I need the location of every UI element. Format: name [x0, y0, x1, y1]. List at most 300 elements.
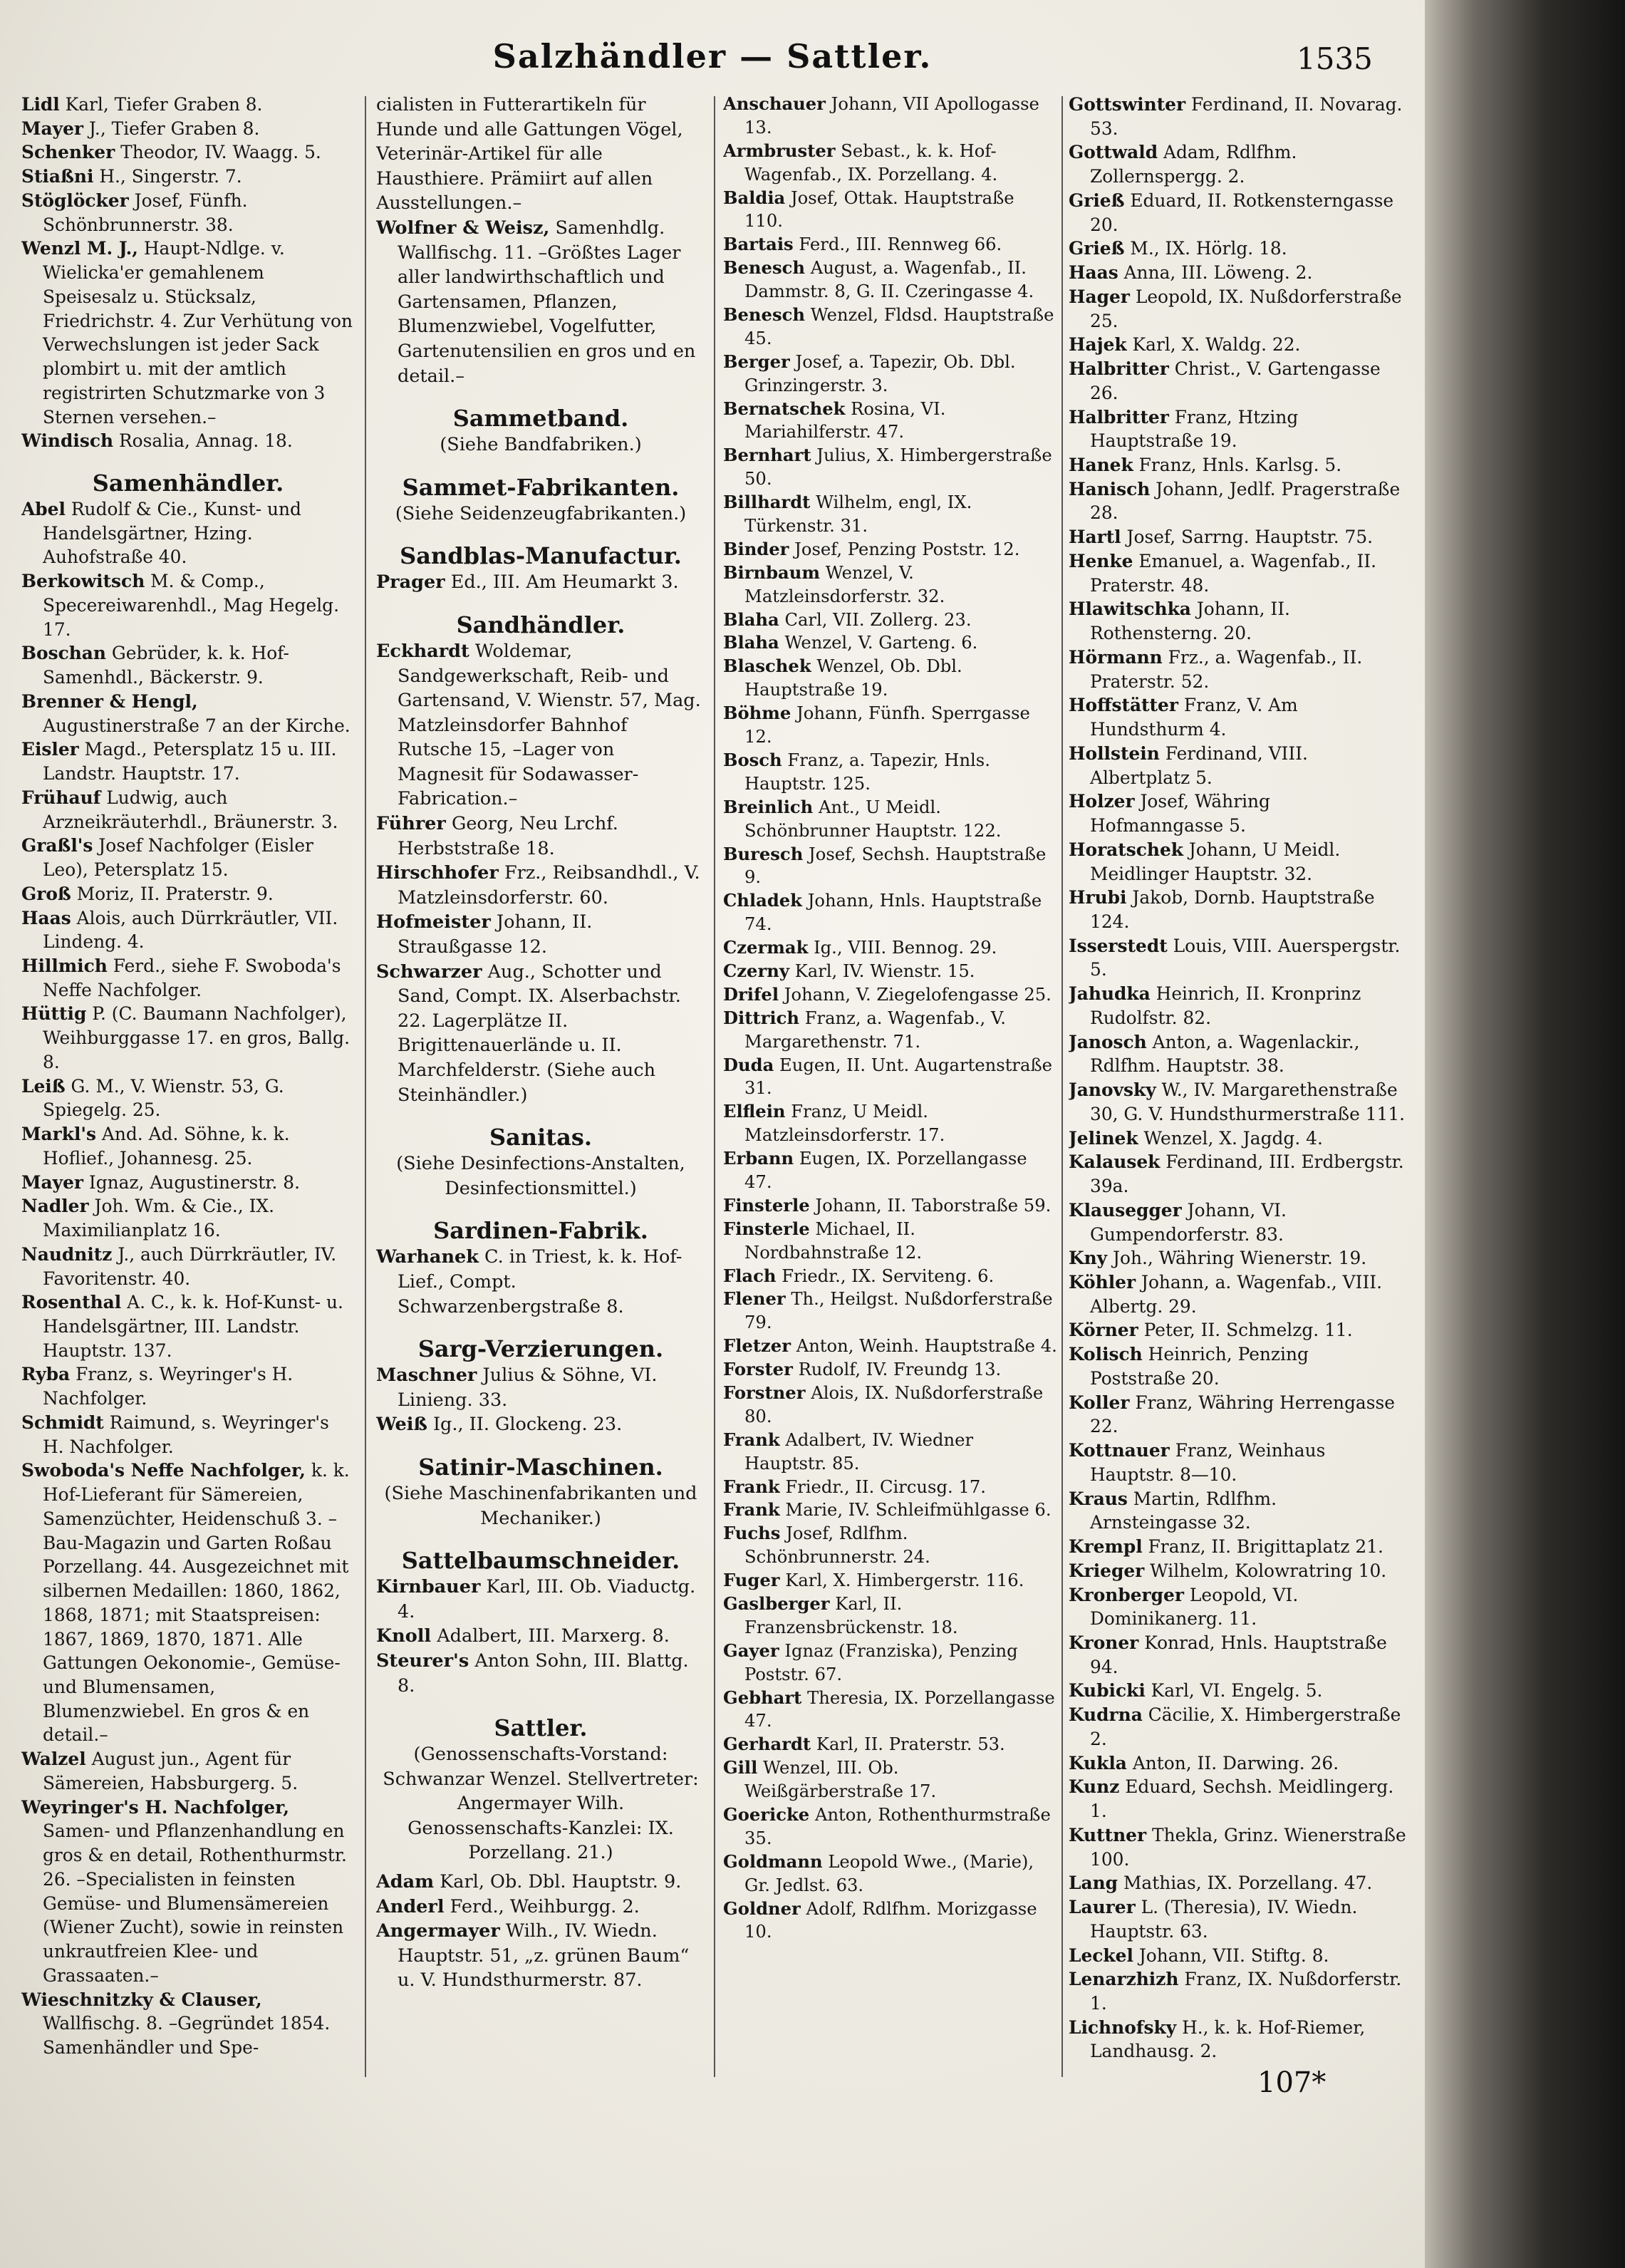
- entry-details: Johann, VII. Stiftg. 8.: [1138, 1945, 1329, 1966]
- entry-details: Magd., Petersplatz 15 u. III. Landstr. Hauptstr. 17.: [43, 739, 337, 785]
- entry-details: Leopold, VI. Dominikanerg. 11.: [1090, 1584, 1299, 1630]
- entry-name: Führer: [376, 813, 446, 835]
- entry-name: Haas: [1069, 262, 1118, 284]
- entry-details: A. C., k. k. Hof-Kunst- u. Handelsgärtner, III. Landstr. Hauptstr. 137.: [43, 1292, 343, 1361]
- entry-details: Ig., II. Glockeng. 23.: [432, 1414, 623, 1436]
- entry-details: Johann, U Meidl. Meidlinger Hauptstr. 32.: [1090, 839, 1341, 884]
- entry-details: Franz, IX. Nußdorferstr. 1.: [1090, 1969, 1402, 2014]
- entry-name: Ryba: [21, 1364, 71, 1385]
- entry-name: Windisch: [21, 430, 114, 452]
- directory-entry: [376, 1245, 705, 1319]
- directory-entry: [723, 351, 1058, 398]
- entry-details: Josef, a. Tapezir, Ob. Dbl. Grinzingerstr. 3.: [744, 351, 1016, 395]
- directory-entry: [1069, 1246, 1409, 1270]
- entry-name: Kuttner: [1069, 1824, 1147, 1845]
- entry-name: Jahudka: [1069, 983, 1151, 1005]
- directory-entry: [376, 1895, 705, 1920]
- entry-name: Frank: [723, 1476, 780, 1497]
- directory-entry: [1069, 549, 1409, 597]
- directory-entry: [723, 1100, 1058, 1147]
- directory-entry: [723, 187, 1058, 234]
- directory-entry: [1069, 1391, 1409, 1439]
- entry-name: Drifel: [723, 983, 779, 1005]
- entry-details: Marie, IV. Schleifmühlgasse 6.: [785, 1499, 1052, 1521]
- entry-details: Adam, Rdlfhm. Zollernspergg. 2.: [1090, 142, 1297, 187]
- entry-name: Gottswinter: [1069, 94, 1186, 115]
- entry-name: Gayer: [723, 1640, 779, 1661]
- entry-details: Wallfischg. 8. –Gegründet 1854. Samenhändler und Spe-: [43, 2013, 331, 2059]
- directory-entry: [723, 1498, 1058, 1522]
- entry-name: Steurer's: [376, 1650, 469, 1672]
- directory-entry: [376, 1649, 705, 1698]
- entry-name: Gaslberger: [723, 1593, 830, 1614]
- cross-reference-note: (Siehe Maschinenfabrikanten und Mechaniker.): [384, 1482, 697, 1529]
- entry-name: Birnbaum: [723, 561, 820, 583]
- entry-name: Goldmann: [723, 1850, 823, 1872]
- directory-entry: [1069, 1030, 1409, 1078]
- directory-entry: [723, 1522, 1058, 1569]
- entry-details: Karl, II. Praterstr. 53.: [816, 1734, 1005, 1755]
- directory-entry: [1069, 1871, 1409, 1895]
- entry-details: Michael, II. Nordbahnstraße 12.: [744, 1218, 923, 1263]
- cross-reference-note: (Siehe Seidenzeugfabrikanten.): [395, 502, 687, 524]
- entry-name: Blaha: [723, 609, 779, 630]
- entry-details: Franz, a. Wagenfab., V. Margarethenstr. 71.: [744, 1007, 1006, 1052]
- directory-entry: [21, 906, 355, 954]
- directory-entry: [21, 1290, 355, 1362]
- entry-details: Frz., a. Wagenfab., II. Praterstr. 52.: [1090, 646, 1363, 692]
- entry-details: Franz, s. Weyringer's H. Nachfolger.: [43, 1364, 294, 1409]
- directory-entry: [1069, 1318, 1409, 1342]
- entry-details: C. in Triest, k. k. Hof-Lief., Compt. Schwarzenbergstraße 8.: [398, 1246, 682, 1317]
- entry-name: Kukla: [1069, 1752, 1127, 1774]
- directory-entry: [1069, 1198, 1409, 1246]
- entry-details: August jun., Agent für Sämereien, Habsburgerg. 5.: [43, 1749, 298, 1793]
- entry-details: Anton, II. Darwing. 26.: [1132, 1752, 1339, 1774]
- directory-entry: [376, 1624, 705, 1649]
- entry-details: Jakob, Dornb. Hauptstraße 124.: [1090, 887, 1375, 932]
- entry-name: Gebhart: [723, 1687, 802, 1708]
- entry-name: Horatschek: [1069, 839, 1184, 860]
- directory-entry: [1069, 1270, 1409, 1318]
- section-heading: Sammetband.: [452, 405, 629, 433]
- entry-name: Finsterle: [723, 1194, 810, 1216]
- entry-name: Hollstein: [1069, 742, 1160, 764]
- entry-name: Frank: [723, 1499, 780, 1521]
- directory-entry: [376, 1575, 705, 1624]
- directory-entry: [1069, 646, 1409, 693]
- section-heading: Samenhändler.: [92, 470, 284, 497]
- directory-entry: [723, 257, 1058, 304]
- entry-name: Chladek: [723, 890, 802, 911]
- entry-details: Ed., III. Am Heumarkt 3.: [450, 571, 679, 594]
- entry-name: Leiß: [21, 1075, 66, 1097]
- cross-reference-note: (Siehe Bandfabriken.): [440, 434, 642, 456]
- directory-entry: [723, 1194, 1058, 1218]
- entry-details: Peter, II. Schmelzg. 11.: [1143, 1320, 1353, 1341]
- entry-details: Wilhelm, engl, IX. Türkenstr. 31.: [744, 492, 972, 537]
- entry-name: Benesch: [723, 257, 805, 279]
- page-header-title: Salzhändler — Sattler.: [492, 37, 933, 76]
- directory-entry: [21, 1796, 355, 1988]
- directory-entry: [723, 1429, 1058, 1476]
- cross-reference-note: (Siehe Desinfections-Anstalten, Desinfectionsmittel.): [396, 1153, 685, 1199]
- directory-entry: [723, 1850, 1058, 1897]
- entry-details: Karl, X. Waldg. 22.: [1132, 334, 1301, 356]
- entry-details: Karl, IV. Wienstr. 15.: [794, 960, 975, 981]
- entry-name: Markl's: [21, 1124, 96, 1145]
- entry-name: Boschan: [21, 643, 106, 664]
- entry-details: Emanuel, a. Wagenfab., II. Praterstr. 48.: [1090, 550, 1377, 596]
- entry-name: Köhler: [1069, 1271, 1136, 1293]
- directory-entry: [723, 444, 1058, 491]
- entry-details: Eugen, II. Unt. Augartenstraße 31.: [744, 1054, 1052, 1099]
- entry-details: Heinrich, II. Kronprinz Rudolfstr. 82.: [1090, 983, 1361, 1028]
- entry-name: Schwarzer: [376, 960, 482, 983]
- entry-details: P. (C. Baumann Nachfolger), Weihburggasse 17. en gros, Ballg. 8.: [43, 1003, 350, 1072]
- entry-name: Hajek: [1069, 334, 1127, 356]
- directory-entry: [1069, 693, 1409, 741]
- entry-details: Ferdinand, II. Novarag. 53.: [1090, 94, 1403, 139]
- entry-details: Rosalia, Annag. 18.: [118, 430, 293, 452]
- directory-entry: [723, 1382, 1058, 1429]
- directory-entry: [723, 796, 1058, 843]
- sheet-signature: 107*: [1257, 2066, 1327, 2099]
- entry-name: Isserstedt: [1069, 935, 1168, 956]
- entry-details: Rudolf, IV. Freundg 13.: [798, 1359, 1002, 1380]
- entry-details: Rudolf & Cie., Kunst- und Handelsgärtner, Hzing. Auhofstraße 40.: [43, 499, 301, 568]
- entry-name: Hanisch: [1069, 478, 1151, 499]
- entry-details: Heinrich, Penzing Poststraße 20.: [1090, 1344, 1309, 1389]
- entry-details: H., Singerstr. 7.: [99, 166, 242, 187]
- column-2: [376, 93, 705, 2081]
- entry-name: Haas: [21, 907, 71, 928]
- entry-name: Grieß: [1069, 238, 1125, 259]
- entry-details: W., IV. Margarethenstraße 30, G. V. Hundsthurmerstraße 111.: [1090, 1079, 1406, 1124]
- entry-details: Sebast., k. k. Hof-Wagenfab., IX. Porzellang. 4.: [744, 140, 998, 185]
- directory-entry: [376, 861, 705, 910]
- directory-entry: [1069, 1631, 1409, 1679]
- entry-details: Johann, II. Straußgasse 12.: [398, 911, 593, 958]
- entry-details: Karl, VI. Engelg. 5.: [1151, 1680, 1323, 1702]
- directory-entry: [1069, 405, 1409, 453]
- entry-name: Czerny: [723, 960, 789, 981]
- entry-details: Wenzel, Fldsd. Hauptstraße 45.: [744, 304, 1054, 348]
- directory-entry: [376, 1919, 705, 1993]
- entry-name: Hüttig: [21, 1003, 87, 1025]
- entry-name: Laurer: [1069, 1897, 1136, 1918]
- directory-entry: [723, 960, 1058, 983]
- directory-entry: [723, 983, 1058, 1007]
- entry-name: Blaha: [723, 632, 779, 653]
- directory-entry: [723, 1640, 1058, 1687]
- entry-name: Stiaßni: [21, 166, 94, 187]
- directory-entry: [21, 1171, 355, 1195]
- directory-entry: [21, 954, 355, 1002]
- directory-entry: [21, 737, 355, 785]
- entry-details: Alois, auch Dürrkräutler, VII. Lindeng. 4.: [43, 907, 338, 953]
- entry-details: Aug., Schotter und Sand, Compt. IX. Alserbachstr. 22. Lagerplätze II. Brigittenauerlände u. II. Marchfelderstr. (Siehe auch Steinhändler.): [398, 960, 681, 1106]
- directory-entry: [723, 749, 1058, 796]
- entry-details: Johann, V. Ziegelofengasse 25.: [784, 983, 1052, 1005]
- entry-details: Ignaz, Augustinerstr. 8.: [88, 1171, 300, 1193]
- entry-name: Krempl: [1069, 1536, 1143, 1558]
- entry-name: Holzer: [1069, 791, 1135, 812]
- entry-details: Cäcilie, X. Himbergerstraße 2.: [1090, 1704, 1401, 1749]
- entry-details: Thekla, Grinz. Wienerstraße 100.: [1090, 1824, 1406, 1870]
- entry-details: Anton, Rothenthurmstraße 35.: [744, 1804, 1051, 1848]
- entry-details: Th., Heilgst. Nußdorferstraße 79.: [744, 1288, 1053, 1333]
- directory-entry: [21, 1362, 355, 1410]
- entry-name: Kronberger: [1069, 1584, 1184, 1605]
- entry-details: Wilhelm, Kolowratring 10.: [1150, 1560, 1387, 1581]
- directory-entry: [723, 1687, 1058, 1734]
- entry-details: Augustinerstraße 7 an der Kirche.: [43, 715, 351, 736]
- directory-entry: [723, 561, 1058, 609]
- entry-details: Woldemar, Sandgewerkschaft, Reib- und Gartensand, V. Wienstr. 57, Mag. Matzleinsdorfer Bahnhof Rutsche 15, –Lager von Magnesit für Sodawasser-Fabrication.–: [398, 640, 701, 810]
- entry-name: Hrubi: [1069, 887, 1127, 908]
- entry-name: Fuchs: [723, 1523, 781, 1544]
- directory-entry: [723, 1288, 1058, 1335]
- column-rule: [714, 96, 715, 2077]
- entry-details: Ferdinand, VIII. Albertplatz 5.: [1090, 742, 1308, 788]
- entry-details: Wenzel, V. Matzleinsdorferstr. 32.: [744, 561, 945, 606]
- entry-name: Schmidt: [21, 1412, 104, 1433]
- entry-name: Walzel: [21, 1749, 86, 1770]
- directory-entry: [723, 1265, 1058, 1288]
- entry-details: Louis, VIII. Auerspergstr. 5.: [1090, 935, 1401, 980]
- entry-details: L. (Theresia), IV. Wiedn. Hauptstr. 63.: [1090, 1897, 1358, 1942]
- entry-details: Alois, IX. Nußdorferstraße 80.: [744, 1382, 1044, 1426]
- entry-details: Johann, VII Apollogasse 13.: [744, 93, 1039, 138]
- entry-details: Eduard, Sechsh. Meidlingerg. 1.: [1090, 1776, 1394, 1822]
- directory-entry: [21, 1194, 355, 1242]
- entry-details: Karl, X. Himbergerstr. 116.: [785, 1570, 1024, 1591]
- entry-details: Raimund, s. Weyringer's H. Nachfolger.: [43, 1412, 329, 1457]
- entry-details: Anton Sohn, III. Blattg. 8.: [398, 1650, 689, 1697]
- directory-entry: [1069, 886, 1409, 933]
- directory-entry: [376, 1363, 705, 1412]
- entry-details: Leopold Wwe., (Marie), Gr. Jedlst. 63.: [744, 1850, 1034, 1895]
- entry-name: Forster: [723, 1359, 793, 1380]
- directory-entry: [723, 1803, 1058, 1850]
- entry-details: H., k. k. Hof-Riemer, Landhausg. 2.: [1090, 2016, 1366, 2062]
- entry-name: Duda: [723, 1054, 774, 1075]
- directory-entry: [21, 1747, 355, 1795]
- entry-details: Frz., Reibsandhdl., V. Matzleinsdorferstr. 60.: [398, 862, 700, 908]
- entry-details: Samen- und Pflanzenhandlung en gros & en detail, Rothenthurmstr. 26. –Specialisten in feinsten Gemüse- und Blumensämereien (Wiener Zucht), sowie in reinsten unkrautfreien Klee- und Grassaaten.–: [43, 1821, 347, 1986]
- directory-entry: [21, 1459, 355, 1747]
- directory-entry: [21, 1075, 355, 1122]
- section-heading: Sarg-Verzierungen.: [417, 1335, 664, 1363]
- entry-details: And. Ad. Söhne, k. k. Hoflief., Johannesg. 25.: [43, 1124, 290, 1169]
- entry-details: Ferd., Weihburgg. 2.: [450, 1895, 640, 1917]
- entry-name: Angermayer: [376, 1920, 500, 1942]
- book-spine-shadow: [1425, 0, 1625, 2268]
- entry-details: Wilh., IV. Wiedn. Hauptstr. 51, „z. grünen Baum“ u. V. Hundsthurmerstr. 87.: [398, 1920, 690, 1992]
- entry-name: Mayer: [21, 118, 83, 139]
- entry-name: Krieger: [1069, 1560, 1145, 1581]
- entry-name: Kraus: [1069, 1488, 1128, 1509]
- column-1: [21, 93, 355, 2081]
- entry-details: Josef, Sarrng. Hauptstr. 75.: [1126, 527, 1374, 548]
- entry-details: Moriz, II. Praterstr. 9.: [76, 883, 274, 904]
- entry-details: Franz, Währing Herrengasse 22.: [1090, 1392, 1395, 1437]
- entry-name: Kudrna: [1069, 1704, 1143, 1726]
- entry-details: Anton, Weinh. Hauptstraße 4.: [796, 1335, 1057, 1357]
- directory-entry: [21, 1988, 355, 2060]
- directory-entry: [723, 631, 1058, 655]
- entry-details: Haupt-Ndlge. v. Wielicka'er gemahlenem Speisesalz u. Stücksalz, Friedrichstr. 4. Zur Verhütung von Verwechslungen ist jeder Sack plombirt u. mit der amtlich registrirten Schutzmarke von 3 Sternen versehen.–: [43, 238, 353, 428]
- entry-details: Leopold, IX. Nußdorferstraße 25.: [1090, 286, 1402, 331]
- directory-entry: [723, 1733, 1058, 1756]
- entry-name: Gerhardt: [723, 1734, 811, 1755]
- entry-name: Forstner: [723, 1382, 806, 1403]
- directory-entry: [1069, 1078, 1409, 1126]
- entry-name: Lenarzhizh: [1069, 1969, 1179, 1990]
- directory-entry: [21, 165, 355, 189]
- entry-name: Leckel: [1069, 1945, 1133, 1966]
- directory-entry: [1069, 742, 1409, 789]
- directory-entry: [723, 1593, 1058, 1640]
- entry-details: Ferdinand, III. Erdbergstr. 39a.: [1090, 1151, 1404, 1197]
- entry-name: Hlawitschka: [1069, 599, 1191, 620]
- entry-details: Ferd., siehe F. Swoboda's Neffe Nachfolger.: [43, 955, 341, 1000]
- entry-name: Hager: [1069, 286, 1130, 307]
- entry-name: Fuger: [723, 1570, 780, 1591]
- directory-entry: [723, 609, 1058, 632]
- entry-name: Berkowitsch: [21, 571, 145, 592]
- entry-name: Naudnitz: [21, 1243, 113, 1265]
- entry-name: Frank: [723, 1429, 780, 1450]
- entry-details: Eugen, IX. Porzellangasse 47.: [744, 1148, 1027, 1192]
- entry-details: Gebrüder, k. k. Hof-Samenhdl., Bäckerstr. 9.: [43, 643, 289, 688]
- entry-details: Josef, Ottak. Hauptstraße 110.: [744, 187, 1014, 232]
- entry-name: Grieß: [1069, 190, 1125, 211]
- section-heading: Sanitas.: [489, 1124, 592, 1151]
- entry-name: Dittrich: [723, 1007, 799, 1028]
- entry-name: Halbritter: [1069, 358, 1169, 380]
- directory-entry: [21, 1122, 355, 1170]
- directory-entry: [1069, 1823, 1409, 1871]
- entry-details: Joh., Währing Wienerstr. 19.: [1113, 1248, 1367, 1269]
- entry-name: Bernhart: [723, 445, 811, 466]
- directory-entry: [1069, 1895, 1409, 1943]
- entry-details: Ferd., III. Rennweg 66.: [799, 234, 1002, 255]
- directory-entry: [376, 960, 705, 1108]
- entry-name: Kunz: [1069, 1776, 1120, 1798]
- entry-name: Baldia: [723, 187, 786, 208]
- entry-details: Johann, II. Rothensterng. 20.: [1090, 599, 1290, 644]
- directory-entry: [1069, 1967, 1409, 2015]
- entry-details: Franz, Weinhaus Hauptstr. 8—10.: [1090, 1440, 1326, 1485]
- directory-entry: [1069, 1342, 1409, 1390]
- entry-name: Knoll: [376, 1625, 432, 1647]
- entry-name: Kolisch: [1069, 1344, 1143, 1365]
- entry-details: Theresia, IX. Porzellangasse 47.: [744, 1687, 1055, 1731]
- directory-entry: [1069, 597, 1409, 645]
- directory-entry: [1069, 477, 1409, 525]
- entry-name: Lichnofsky: [1069, 2016, 1177, 2038]
- entry-details: Karl, III. Ob. Viaductg. 4.: [398, 1576, 696, 1622]
- entry-name: Bartais: [723, 234, 794, 255]
- entry-details: Konrad, Hnls. Hauptstraße 94.: [1090, 1632, 1387, 1677]
- directory-entry: [1069, 1559, 1409, 1583]
- directory-entry: [21, 93, 355, 117]
- entry-details: Josef, Währing Hofmanngasse 5.: [1090, 791, 1270, 837]
- entry-name: Lang: [1069, 1873, 1118, 1894]
- entry-name: Stöglöcker: [21, 190, 129, 211]
- entry-name: Benesch: [723, 304, 805, 326]
- entry-details: Julius, X. Himbergerstraße 50.: [744, 445, 1052, 490]
- entry-name: Blaschek: [723, 656, 811, 677]
- directory-entry: [1069, 1583, 1409, 1631]
- entry-name: Wieschnitzky & Clauser,: [21, 1989, 262, 2010]
- directory-entry: [1069, 1751, 1409, 1776]
- directory-entry: [376, 216, 705, 388]
- entry-name: Kroner: [1069, 1632, 1139, 1653]
- entry-name: Weyringer's H. Nachfolger,: [21, 1796, 290, 1818]
- entry-name: Hirschhofer: [376, 862, 499, 884]
- directory-entry: [723, 538, 1058, 561]
- section-heading: Sardinen-Fabrik.: [433, 1217, 648, 1245]
- directory-entry: [1069, 357, 1409, 405]
- entry-details: Franz, Hnls. Karlsg. 5.: [1138, 455, 1342, 476]
- directory-entry: [1069, 1703, 1409, 1751]
- directory-entry: [723, 398, 1058, 445]
- entry-name: Eisler: [21, 739, 79, 760]
- directory-entry: [1069, 1679, 1409, 1703]
- entry-details: Rosina, VI. Mariahilferstr. 47.: [744, 398, 946, 442]
- entry-name: Anschauer: [723, 93, 826, 114]
- entry-details: Georg, Neu Lrchf. Herbststraße 18.: [398, 813, 618, 859]
- entry-name: Hillmich: [21, 955, 108, 976]
- entry-details: Johann, Jedlf. Pragerstraße 28.: [1090, 478, 1401, 524]
- entry-name: Billhardt: [723, 492, 811, 513]
- entry-name: Groß: [21, 883, 71, 904]
- column-3: [723, 93, 1058, 2081]
- directory-entry: [723, 1218, 1058, 1265]
- directory-entry: [1069, 285, 1409, 333]
- entry-name: Breinlich: [723, 796, 814, 817]
- directory-entry: [21, 189, 355, 237]
- entry-details: Johann, II. Taborstraße 59.: [815, 1194, 1052, 1216]
- entry-details: Ludwig, auch Arzneikräuterhdl., Bräunerstr. 3.: [43, 787, 338, 832]
- directory-entry: [21, 429, 355, 453]
- directory-entry: [723, 1054, 1058, 1101]
- entry-name: Mayer: [21, 1171, 83, 1193]
- directory-entry: [21, 641, 355, 689]
- directory-entry: [723, 140, 1058, 187]
- directory-entry: [21, 786, 355, 834]
- entry-name: Wenzl M. J.,: [21, 238, 138, 259]
- entry-name: Kny: [1069, 1248, 1108, 1269]
- entry-name: Goldner: [723, 1897, 801, 1919]
- column-rule: [1061, 96, 1063, 2077]
- directory-entry: [723, 1007, 1058, 1054]
- directory-entry: [723, 655, 1058, 702]
- entry-details: Karl, Tiefer Graben 8.: [65, 94, 263, 115]
- page-number: 1535: [1297, 41, 1373, 76]
- entry-details: Ant., U Meidl. Schönbrunner Hauptstr. 122.: [744, 796, 1002, 841]
- entry-details: Wenzel, X. Jagdg. 4.: [1143, 1127, 1323, 1149]
- column-4: [1069, 93, 1409, 2081]
- directory-entry: [1069, 982, 1409, 1030]
- directory-entry: [21, 834, 355, 881]
- section-heading: Sandblas-Manufactur.: [400, 542, 682, 570]
- entry-details: Samenhdlg. Wallfischg. 11. –Größtes Lager aller landwirthschaftlich und Gartensamen, Pflanzen, Blumenzwiebel, Vogelfutter, Gartenutensilien en gros und en detail.–: [398, 217, 696, 387]
- entry-name: Gill: [723, 1757, 758, 1778]
